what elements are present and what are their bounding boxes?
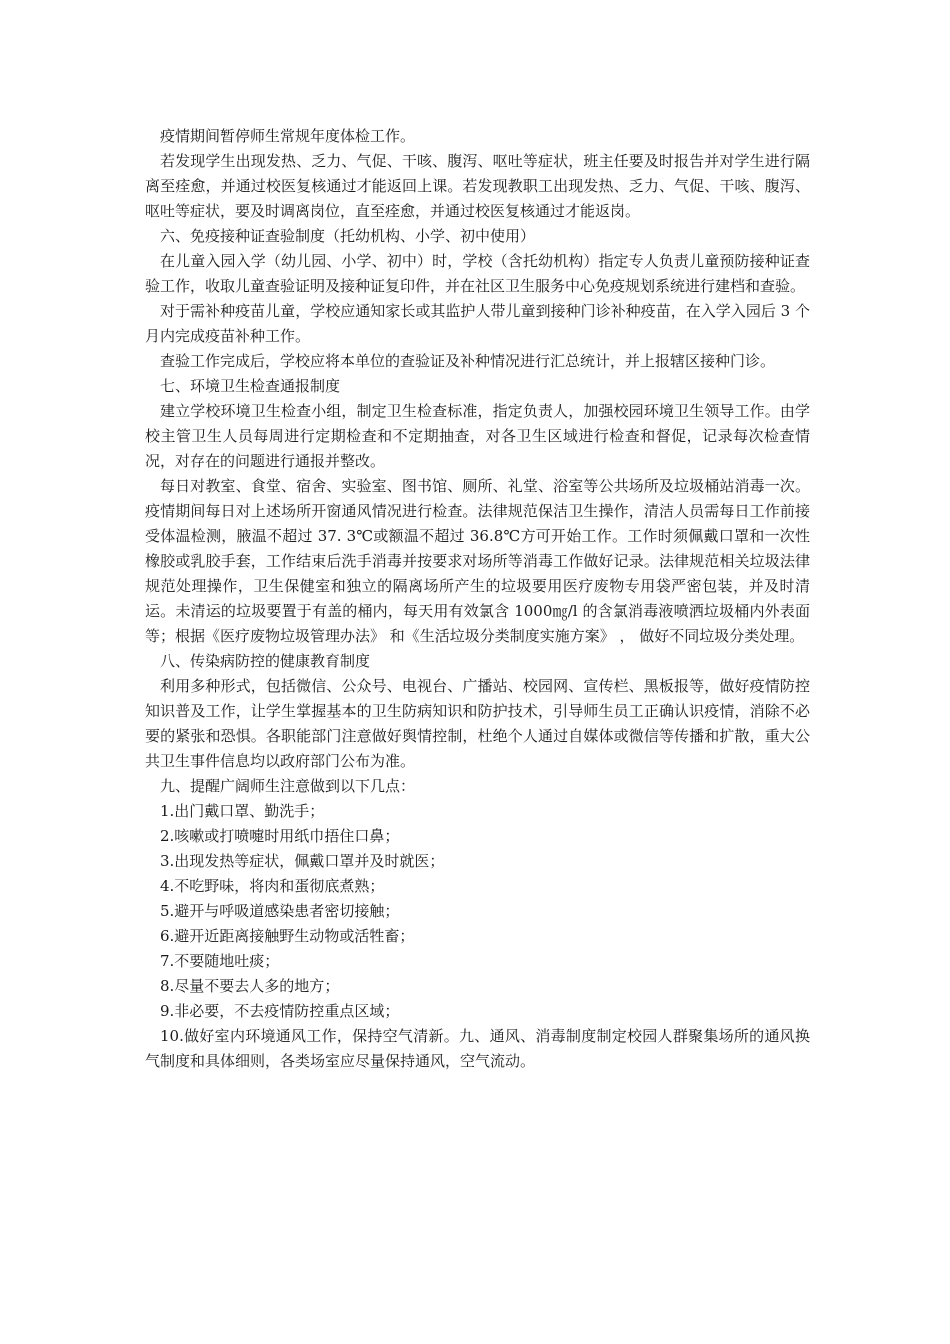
list-item: 1.出门戴口罩、勤洗手； — [160, 802, 325, 820]
paragraph: 利用多种形式，包括微信、公众号、电视台、广播站、校园网、宣传栏、黑板报等，做好疫情防控知识普及工作，让学生掌握基本的卫生防病知识和防护技术，引导师生员工正确认识疫情，消除不必要的紧张和恐惧。各职能部门注意做好舆情控制，杜绝个人通过自媒体或微信等传播和扩散，重大公共卫生事件信息均以政府部门公布为准。 — [145, 677, 810, 770]
list-item: 4.不吃野味，将肉和蛋彻底煮熟； — [160, 877, 385, 895]
list-item: 2.咳嗽或打喷嚏时用纸巾捂住口鼻； — [160, 827, 400, 845]
section-heading: 八、传染病防控的健康教育制度 — [160, 652, 371, 670]
paragraph: 若发现学生出现发热、乏力、气促、干咳、腹泻、呕吐等症状，班主任要及时报告并对学生进行隔离至痊愈，并通过校医复核通过才能返回上课。若发现教职工出现发热、乏力、气促、干咳、腹泻、呕吐等症状，要及时调离岗位，直至痊愈，并通过校医复核通过才能返岗。 — [145, 152, 810, 220]
section-heading: 六、免疫接种证查验制度（托幼机构、小学、初中使用） — [160, 227, 536, 245]
list-item: 3.出现发热等症状，佩戴口罩并及时就医； — [160, 852, 445, 870]
list-item: 6.避开近距离接触野生动物或活牲畜； — [160, 927, 415, 945]
paragraph: 疫情期间暂停师生常规年度体检工作。 — [160, 127, 416, 145]
section-heading: 七、环境卫生检查通报制度 — [160, 377, 341, 395]
paragraph: 查验工作完成后，学校应将本单位的查验证及补种情况进行汇总统计，并上报辖区接种门诊。 — [160, 352, 776, 370]
paragraph: 10.做好室内环境通风工作，保持空气清新。九、通风、消毒制度制定校园人群聚集场所的通风换气制度和具体细则，各类场室应尽量保持通风，空气流动。 — [145, 1027, 810, 1070]
paragraph: 对于需补种疫苗儿童，学校应通知家长或其监护人带儿童到接种门诊补种疫苗，在入学入园后 3 个月内完成疫苗补种工作。 — [145, 302, 810, 345]
paragraph: 在儿童入园入学（幼儿园、小学、初中）时，学校（含托幼机构）指定专人负责儿童预防接种证查验工作，收取儿童查验证明及接种证复印件，并在社区卫生服务中心免疫规划系统进行建档和查验。 — [145, 252, 810, 295]
section-heading: 九、提醒广阔师生注意做到以下几点： — [160, 777, 416, 795]
paragraph: 建立学校环境卫生检查小组，制定卫生检查标准，指定负责人，加强校园环境卫生领导工作。由学校主管卫生人员每周进行定期检查和不定期抽查，对各卫生区域进行检查和督促，记录每次检查情况，对存在的问题进行通报并整改。 — [145, 402, 810, 470]
list-item: 5.避开与呼吸道感染患者密切接触； — [160, 902, 400, 920]
paragraph: 每日对教室、食堂、宿舍、实验室、图书馆、厕所、礼堂、浴室等公共场所及垃圾桶站消毒一次。疫情期间每日对上述场所开窗通风情况进行检查。法律规范保洁卫生操作，清洁人员需每日工作前接受体温检测，腋温不超过 37. 3℃或额温不超过 36.8℃方可开始工作。工作时须佩戴口罩和一次性橡胶或乳胶手套，工作结束后洗手消毒并按要求对场所等消毒工作做好记录。法律规范相关垃圾法律规范处理操作，卫生保健室和独立的隔离场所产生的垃圾要用医疗废物专用袋严密包装，并及时清运。未清运的垃圾要置于有盖的桶内，每天用有效氯含 1000㎎/l 的含氯消毒液喷洒垃圾桶内外表面等；根据《医疗废物垃圾管理办法》 和《生活垃圾分类制度实施方案》 ， 做好不同垃圾分类处理。 — [145, 477, 810, 645]
list-item: 9.非必要，不去疫情防控重点区域； — [160, 1002, 400, 1020]
list-item: 8.尽量不要去人多的地方； — [160, 977, 340, 995]
document-body — [145, 124, 810, 1074]
list-item: 7.不要随地吐痰； — [160, 952, 280, 970]
